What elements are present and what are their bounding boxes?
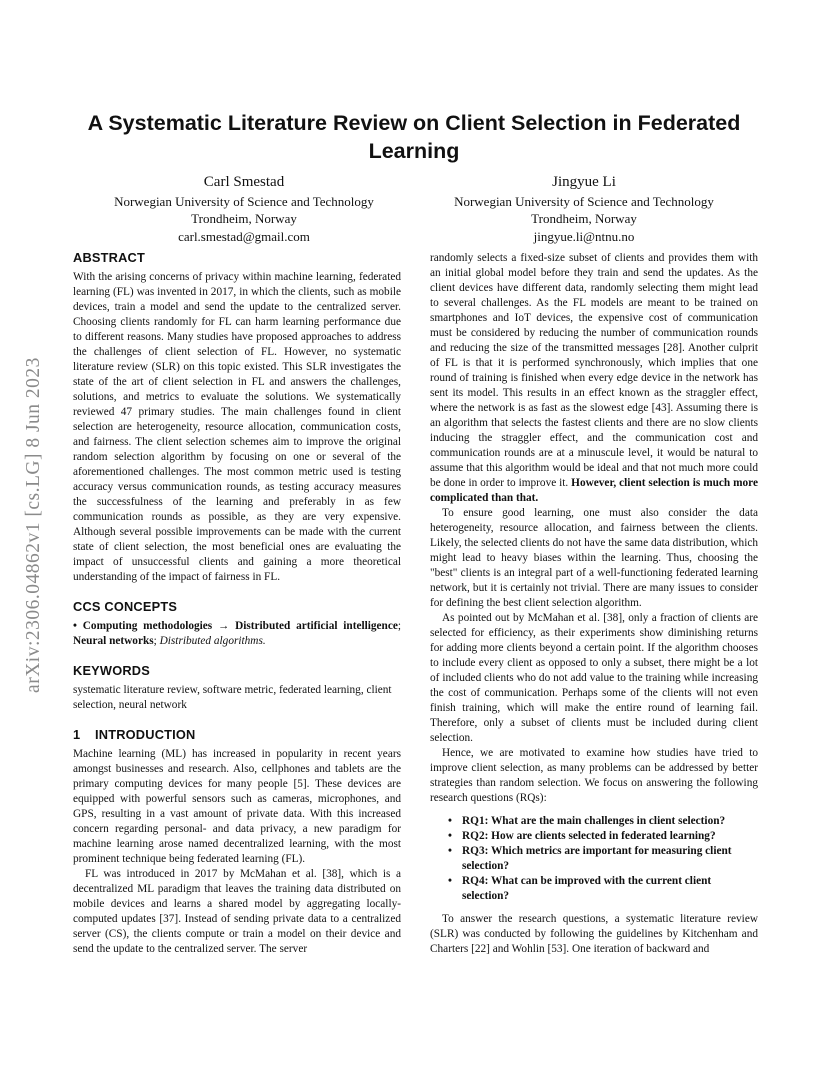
author-affiliation: Norwegian University of Science and Technology xyxy=(454,193,714,209)
paper-title: A Systematic Literature Review on Client Selection in Federated Learning xyxy=(87,111,741,163)
paragraph: Hence, we are motivated to examine how studies have tried to improve client selection, as many problems can be addressed by better strategies than random selection. We focus on answering the following research questions (RQs): xyxy=(430,747,758,804)
list-item: • RQ1: What are the main challenges in client selection? xyxy=(448,814,758,829)
list-item: • RQ3: Which metrics are important for measuring client selection? xyxy=(448,844,758,874)
paragraph: FL was introduced in 2017 by McMahan et al. [38], which is a decentralized ML paradigm that leaves the training data distributed on mobile devices and learns a shared model by aggregating locally-computed updates [37]. Instead of sending private data to a centralized server (CS), the clients compute or train a model on their device and send the update to the centralized server. The server xyxy=(73,868,401,955)
right-column xyxy=(430,251,758,957)
author-location: Trondheim, Norway xyxy=(531,211,637,226)
emphasis-text: However, client selection is much more complicated than that. xyxy=(430,477,758,504)
section-title: INTRODUCTION xyxy=(95,727,196,742)
paragraph-text: randomly selects a fixed-size subset of clients and provides them with an initial global model before they train and send the updates. As the client devices have different data, randomly selecting them might lead to several challenges. As the FL models are meant to be trained on smartphones and IoT devices, the expensive cost of communication must be considered by reducing the number of communication rounds and reducing the size of the transmitted messages [28]. Another culprit of FL is that it is performed synchronously, which implies that one round of training is finished when every edge device in the network has sent its model. This results in an effect known as the straggler effect, where the network is as fast as the slowest edge [43]. Assuming there is an algorithm that selects the fastest clients and there are no slow clients inducing the straggler effect, and the communication cost and communication rounds are at a minuscule level, it would be natural to assume that this algorithm would be ideal and that not much more could be done in order to improve it. xyxy=(430,252,758,489)
author-email: carl.smestad@gmail.com xyxy=(178,228,310,244)
abstract-text: With the arising concerns of privacy within machine learning, federated learning (FL) was invented in 2017, in which the clients, such as mobile devices, train a model and send the update to the centralized server. Choosing clients randomly for FL can harm learning performance due to different reasons. Many studies have proposed approaches to address the challenges of client selection of FL. However, no systematic literature review (SLR) on this topic existed. This SLR investigates the state of the art of client selection in FL and answers the challenges, solutions, and metrics to evaluate the solutions. We systematically reviewed 47 primary studies. The main challenges found in client selection are heterogeneity, resource allocation, communication costs, and fairness. The client selection schemes aim to improve the original random selection algorithm by focusing on one or several of the aforementioned challenges. The most common metric used is testing accuracy versus communication rounds, as testing accuracy measures the successfulness of the learning and preferably in as few communication rounds as possible, as they are very expensive. Although several possible improvements can be made with the current state of client selection, the most beneficial ones are evaluating the impact of unsuccessful clients and gaining a more theoretical understanding of the impact of fairness in FL. xyxy=(73,271,401,583)
author-affiliation: Norwegian University of Science and Technology xyxy=(114,193,374,209)
section-number: 1 xyxy=(73,727,81,742)
ccs-section xyxy=(73,599,401,649)
arxiv-identifier xyxy=(22,290,46,760)
left-column xyxy=(73,250,401,957)
list-item: • RQ4: What can be improved with the current client selection? xyxy=(448,874,758,904)
author-name: Carl Smestad xyxy=(203,174,285,190)
section-heading xyxy=(73,727,401,742)
author-name: Jingyue Li xyxy=(552,174,616,190)
ccs-concept-1: Computing methodologies → Distributed artificial intelligence xyxy=(82,620,398,632)
ccs-bullet: • xyxy=(73,620,77,632)
ccs-text xyxy=(73,619,401,649)
keywords-text: systematic literature review, software metric, federated learning, client selection, neural network xyxy=(73,684,392,711)
ccs-concept-2: Neural networks xyxy=(73,635,154,647)
ccs-separator: ; xyxy=(153,635,160,647)
paragraph: To ensure good learning, one must also consider the data heterogeneity, resource allocation, and fairness between the clients. Likely, the selected clients do not have the same data distribution, which might lead to heavy biases within the learning. Thus, choosing the "best" clients is an integral part of a well-functioning federated learning network, but it is certainly not trivial. There are many issues to consider for defining the best client selection algorithm. xyxy=(430,507,758,609)
list-item: • RQ2: How are clients selected in federated learning? xyxy=(448,829,758,844)
keywords-heading: KEYWORDS xyxy=(73,663,150,678)
author-location: Trondheim, Norway xyxy=(191,211,297,226)
paragraph: As pointed out by McMahan et al. [38], only a fraction of clients are selected for efficiency, as their experiments show diminishing returns for adding more clients beyond a certain point. If the algorithm chooses to include every client as opposed to only a subset, there might be a lot of included clients who do not add value to the training while increasing the cost of communication. Perhaps some of the clients will not even finish training, which will make the entire round of learning fail. Therefore, only a subset of clients must be included during client selection. xyxy=(430,612,758,744)
author-block-1 xyxy=(74,174,414,245)
introduction-section xyxy=(73,727,401,957)
paragraph: Machine learning (ML) has increased in popularity in recent years amongst businesses and research. Also, cellphones and tablets are the primary computing devices for many people [5]. These devices are equipped with powerful sensors such as cameras, microphones, and GPS, resulting in a vast amount of private data. With this increased concern regarding personal- and data privacy, a new paradigm for machine learning arose named decentralized learning, with the most prominent technique being federated learning (FL). xyxy=(73,748,401,865)
keywords-section xyxy=(73,663,401,713)
research-questions-list xyxy=(430,814,758,904)
author-block-2 xyxy=(414,174,754,245)
paragraph xyxy=(430,251,758,506)
abstract-heading: ABSTRACT xyxy=(73,250,145,265)
ccs-separator: ; xyxy=(397,620,401,632)
ccs-heading: CCS CONCEPTS xyxy=(73,599,178,614)
arxiv-identifier-text: arXiv:2306.04862v1 [cs.LG] 8 Jun 2023 xyxy=(23,357,44,693)
author-email: jingyue.li@ntnu.no xyxy=(533,228,635,244)
paragraph: To answer the research questions, a systematic literature review (SLR) was conducted by following the guidelines by Kitchenham and Charters [22] and Wohlin [53]. One iteration of backward and xyxy=(430,913,758,955)
ccs-concept-3: Distributed algorithms. xyxy=(159,635,266,647)
